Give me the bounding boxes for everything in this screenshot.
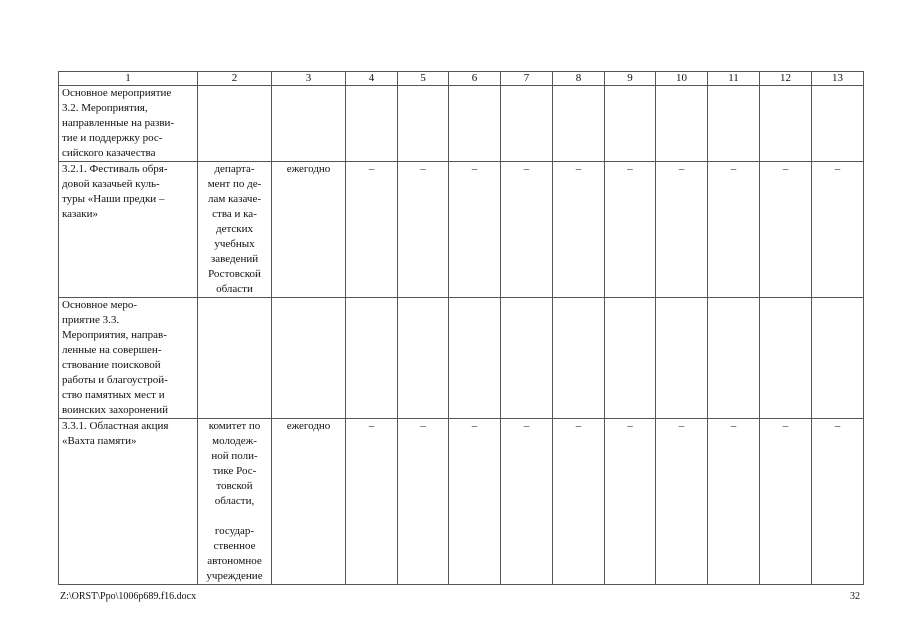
cell-value bbox=[398, 298, 449, 419]
column-header: 12 bbox=[760, 72, 812, 86]
cell-line: работы и благоустрой- bbox=[62, 374, 168, 386]
cell-activity bbox=[59, 86, 198, 162]
cell-value: – bbox=[812, 419, 864, 585]
cell-value: – bbox=[605, 419, 656, 585]
column-header: 4 bbox=[346, 72, 398, 86]
cell-line: направленные на разви- bbox=[62, 117, 175, 129]
cell-value bbox=[656, 298, 708, 419]
cell-line: ства и ка- bbox=[212, 208, 257, 220]
cell-value: – bbox=[708, 419, 760, 585]
column-header: 1 bbox=[59, 72, 198, 86]
cell-value bbox=[346, 86, 398, 162]
cell-line: комитет по bbox=[208, 420, 261, 432]
table-row bbox=[59, 419, 864, 585]
cell-value: – bbox=[605, 162, 656, 298]
cell-value: – bbox=[656, 162, 708, 298]
cell-value bbox=[812, 86, 864, 162]
cell-value bbox=[605, 86, 656, 162]
cell-line: Основное меро- bbox=[62, 299, 138, 311]
cell-line: 3.2.1. Фестиваль обря- bbox=[62, 163, 168, 175]
program-table bbox=[58, 71, 864, 585]
cell-value bbox=[449, 298, 501, 419]
cell-value: – bbox=[656, 419, 708, 585]
cell-period bbox=[272, 298, 346, 419]
cell-value bbox=[760, 86, 812, 162]
column-header: 6 bbox=[449, 72, 501, 86]
cell-line: ной поли- bbox=[211, 450, 258, 462]
cell-activity bbox=[59, 162, 198, 298]
cell-value bbox=[708, 298, 760, 419]
cell-line: «Вахта памяти» bbox=[62, 435, 137, 447]
cell-line: Ростовской bbox=[208, 268, 261, 280]
cell-executor bbox=[198, 298, 272, 419]
cell-line: туры «Наши предки – bbox=[62, 193, 165, 205]
cell-activity bbox=[59, 298, 198, 419]
cell-line: Основное мероприятие bbox=[62, 87, 172, 99]
cell-value bbox=[812, 298, 864, 419]
cell-value: – bbox=[398, 162, 449, 298]
cell-value: – bbox=[553, 419, 605, 585]
cell-line: тике Рос- bbox=[212, 465, 257, 477]
cell-value: – bbox=[553, 162, 605, 298]
cell-value: – bbox=[708, 162, 760, 298]
cell-line: довой казачьей куль- bbox=[62, 178, 160, 190]
cell-line: товской bbox=[216, 480, 253, 492]
cell-line: тие и поддержку рос- bbox=[62, 132, 163, 144]
cell-activity bbox=[59, 419, 198, 585]
cell-value: – bbox=[760, 162, 812, 298]
cell-value bbox=[553, 298, 605, 419]
cell-executor bbox=[198, 86, 272, 162]
column-header: 2 bbox=[198, 72, 272, 86]
cell-value: – bbox=[760, 419, 812, 585]
cell-line: приятие 3.3. bbox=[62, 314, 120, 326]
cell-line: области bbox=[216, 283, 253, 295]
cell-line: казаки» bbox=[62, 208, 99, 220]
cell-line: учреждение bbox=[206, 570, 263, 582]
cell-value bbox=[708, 86, 760, 162]
cell-period bbox=[272, 86, 346, 162]
cell-line: лам казаче- bbox=[207, 193, 261, 205]
cell-line: 3.3.1. Областная акция bbox=[62, 420, 169, 432]
cell-executor bbox=[198, 419, 272, 585]
table-row bbox=[59, 162, 864, 298]
cell-line: детских bbox=[215, 223, 254, 235]
column-header: 9 bbox=[605, 72, 656, 86]
table-row bbox=[59, 86, 864, 162]
cell-value bbox=[501, 298, 553, 419]
cell-line: департа- bbox=[214, 163, 255, 175]
column-header: 8 bbox=[553, 72, 605, 86]
table-body bbox=[59, 86, 864, 585]
cell-line: заведений bbox=[210, 253, 259, 265]
cell-line: государ- bbox=[214, 525, 255, 537]
cell-value: – bbox=[346, 419, 398, 585]
cell-value bbox=[656, 86, 708, 162]
cell-period: ежегодно bbox=[272, 419, 346, 585]
header-row bbox=[59, 72, 864, 86]
cell-value: – bbox=[501, 162, 553, 298]
cell-period: ежегодно bbox=[272, 162, 346, 298]
cell-value bbox=[346, 298, 398, 419]
cell-value: – bbox=[812, 162, 864, 298]
cell-line: Мероприятия, направ- bbox=[62, 329, 167, 341]
cell-value bbox=[398, 86, 449, 162]
cell-value: – bbox=[398, 419, 449, 585]
cell-value bbox=[449, 86, 501, 162]
cell-value: – bbox=[501, 419, 553, 585]
cell-line: мент по де- bbox=[207, 178, 262, 190]
column-header: 13 bbox=[812, 72, 864, 86]
cell-value: – bbox=[346, 162, 398, 298]
column-header: 3 bbox=[272, 72, 346, 86]
column-header: 10 bbox=[656, 72, 708, 86]
cell-executor bbox=[198, 162, 272, 298]
column-header: 5 bbox=[398, 72, 449, 86]
footer-file-path: Z:\ORST\Ppo\1006p689.f16.docx bbox=[60, 591, 197, 602]
cell-line: учебных bbox=[214, 238, 255, 250]
cell-value: – bbox=[449, 162, 501, 298]
cell-value bbox=[553, 86, 605, 162]
column-header: 7 bbox=[501, 72, 553, 86]
page-number: 32 bbox=[850, 591, 860, 602]
cell-value bbox=[501, 86, 553, 162]
cell-value bbox=[605, 298, 656, 419]
cell-line: ленные на совершен- bbox=[62, 344, 162, 356]
cell-line bbox=[201, 509, 268, 524]
table-row bbox=[59, 298, 864, 419]
cell-line: воинских захоронений bbox=[62, 404, 168, 416]
cell-line: ственное bbox=[213, 540, 256, 552]
cell-value bbox=[760, 298, 812, 419]
cell-line: ство памятных мест и bbox=[62, 389, 165, 401]
cell-line: автономное bbox=[207, 555, 262, 567]
cell-line: молодеж- bbox=[212, 435, 257, 447]
cell-line: 3.2. Мероприятия, bbox=[62, 102, 148, 114]
cell-line: области, bbox=[214, 495, 255, 507]
cell-line: ствование поисковой bbox=[62, 359, 161, 371]
cell-value: – bbox=[449, 419, 501, 585]
cell-line: сийского казачества bbox=[62, 147, 156, 159]
column-header: 11 bbox=[708, 72, 760, 86]
